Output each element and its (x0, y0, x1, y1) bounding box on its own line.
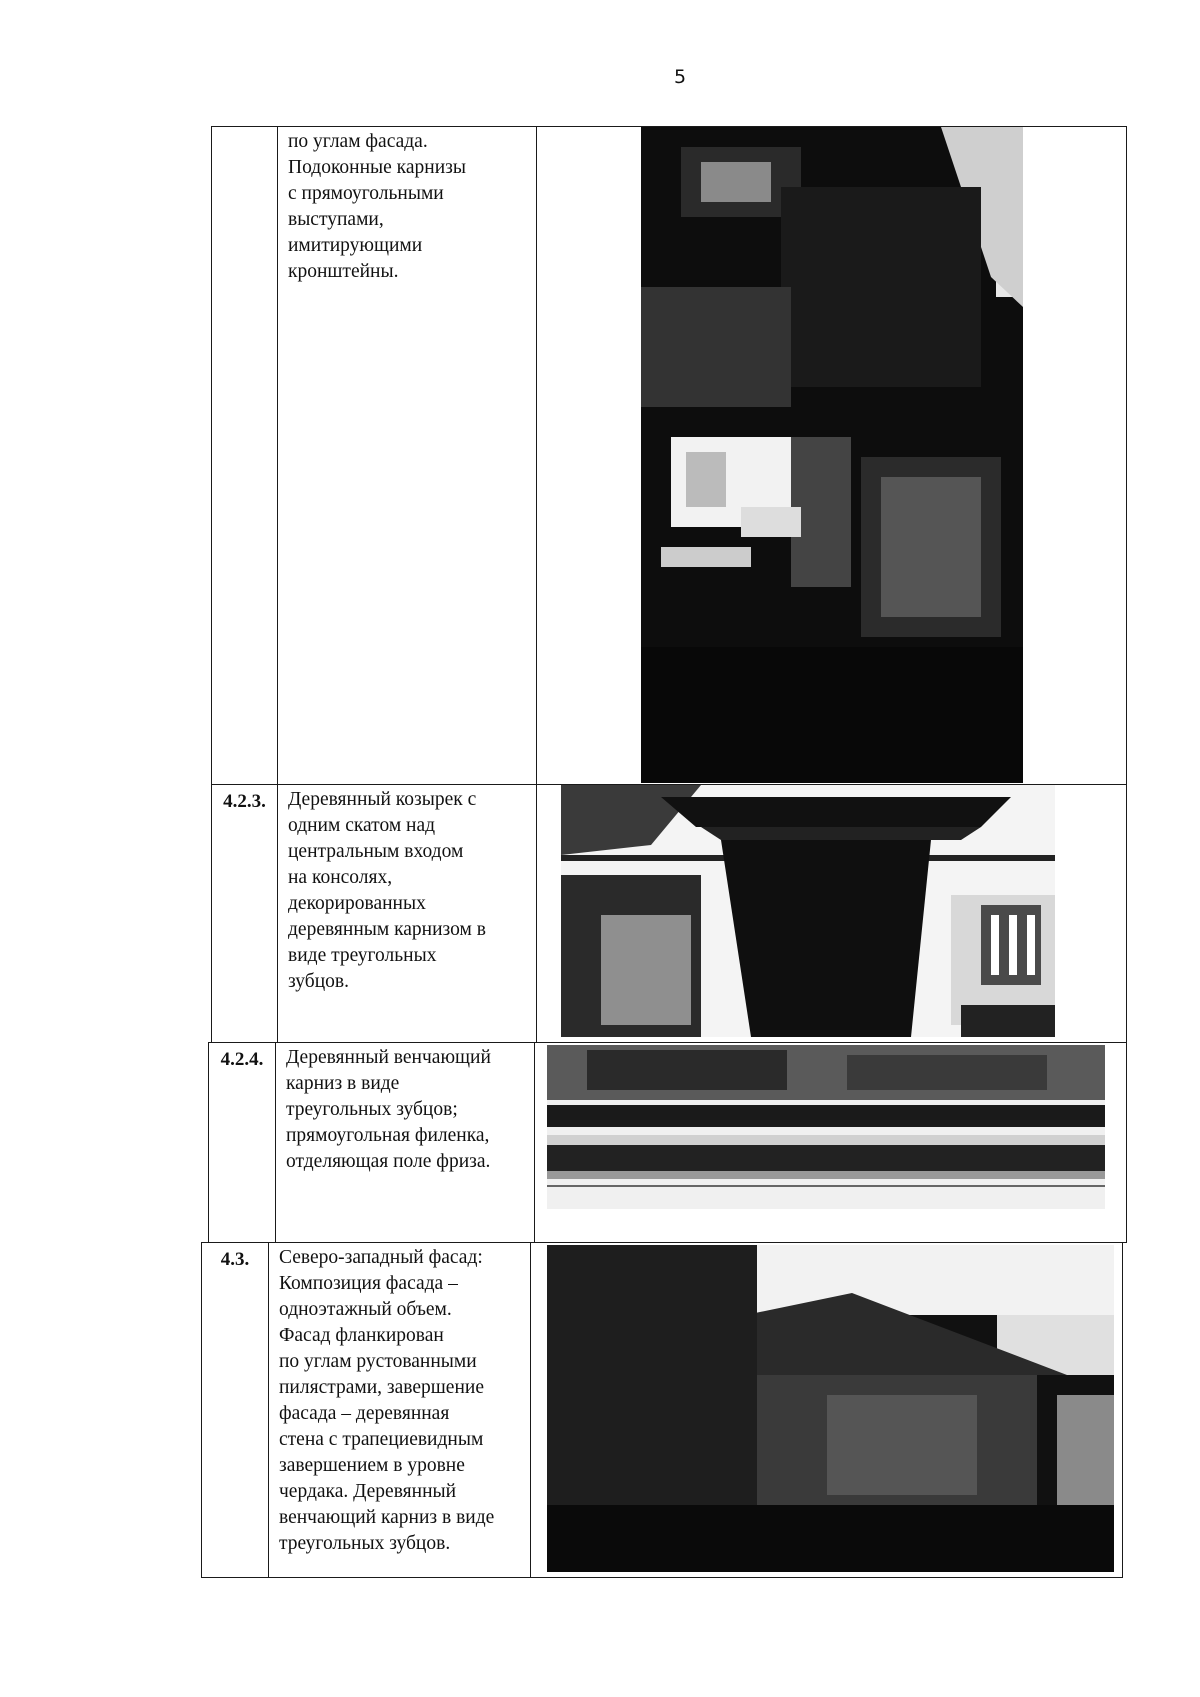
description-line: центральным входом (288, 841, 464, 862)
photo-cell (537, 785, 1127, 1043)
description-line: отделяющая поле фриза. (286, 1151, 491, 1172)
description-line: прямоугольная филенка, (286, 1125, 490, 1146)
description-line: завершением в уровне (279, 1455, 465, 1476)
row-number: 4.3. (202, 1243, 269, 1578)
description-line: с прямоугольными (288, 183, 444, 204)
description-line: одноэтажный объем. (279, 1299, 452, 1320)
row-number: 4.2.3. (212, 785, 278, 1043)
description-line: венчающий карниз в виде (279, 1507, 495, 1528)
description-line: виде треугольных (288, 945, 437, 966)
description-line: Фасад фланкирован (279, 1325, 444, 1346)
row-number (212, 127, 278, 785)
facade-corner-image (641, 127, 1023, 783)
description-line: выступами, (288, 209, 384, 230)
northwest-facade-image (547, 1245, 1114, 1572)
row-description (278, 785, 537, 1043)
crowning-cornice-image (547, 1045, 1105, 1209)
description-line: чердака. Деревянный (279, 1481, 457, 1502)
description-line: одним скатом над (288, 815, 436, 836)
table-segment-4 (201, 1242, 1123, 1578)
description-line: зубцов. (288, 971, 349, 992)
description-line: Деревянный венчающий (286, 1047, 491, 1068)
description-line: по углам фасада. (288, 131, 428, 152)
description-line: имитирующими (288, 235, 423, 256)
facade-corner-photo (641, 127, 1023, 783)
row-description (269, 1243, 531, 1578)
description-line: Композиция фасада – (279, 1273, 458, 1294)
northwest-facade-photo (547, 1245, 1114, 1572)
description-line: декорированных (288, 893, 426, 914)
description-line: по углам рустованными (279, 1351, 477, 1372)
row-number: 4.2.4. (209, 1043, 276, 1243)
table-segment-2 (211, 784, 1127, 1043)
table-segment-3 (208, 1042, 1127, 1243)
description-line: треугольных зубцов. (279, 1533, 451, 1554)
row-description (276, 1043, 535, 1243)
description-line: Подоконные карнизы (288, 157, 466, 178)
description-line: стена с трапециевидным (279, 1429, 484, 1450)
description-line: кронштейны. (288, 261, 399, 282)
description-line: треугольных зубцов; (286, 1099, 458, 1120)
description-line: пилястрами, завершение (279, 1377, 484, 1398)
photo-cell (535, 1043, 1127, 1243)
wooden-canopy-photo (561, 785, 1055, 1037)
description-line: карниз в виде (286, 1073, 400, 1094)
table-segment-1 (211, 126, 1127, 785)
page-number: 5 (673, 66, 687, 88)
description-line: Деревянный козырек с (288, 789, 477, 810)
description-line: на консолях, (288, 867, 393, 888)
description-line: фасада – деревянная (279, 1403, 450, 1424)
description-line: Северо-западный фасад: (279, 1247, 483, 1268)
crowning-cornice-photo (547, 1045, 1105, 1209)
wooden-canopy-image (561, 785, 1055, 1037)
description-line: деревянным карнизом в (288, 919, 486, 940)
photo-cell (531, 1243, 1123, 1578)
row-description (278, 127, 537, 785)
photo-cell (537, 127, 1127, 785)
